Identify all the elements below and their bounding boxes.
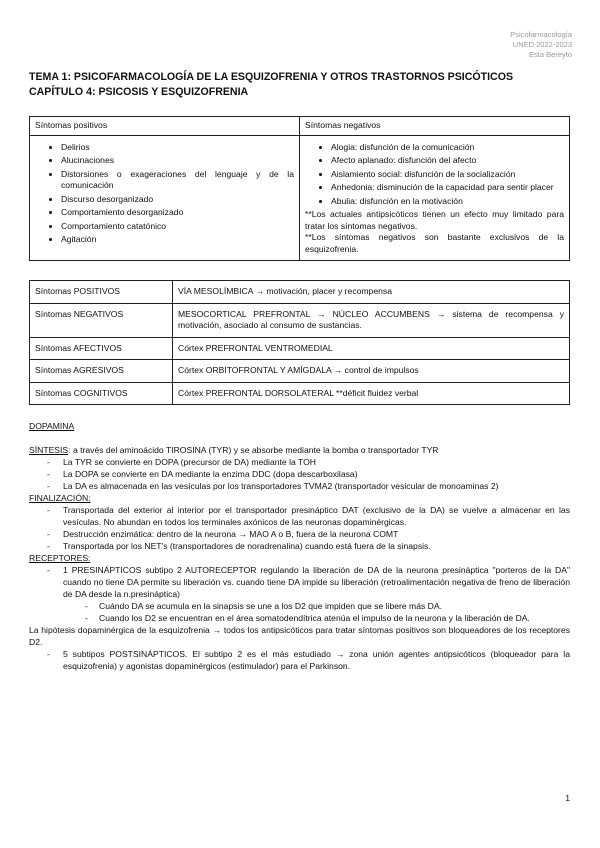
receptores-list (29, 564, 570, 600)
sintesis-text: : a través del aminoácido TIROSINA (TYR) y se absorbe mediante la bomba o transportador TYR (68, 445, 439, 455)
pathway-label: Síntomas AGRESIVOS (30, 360, 173, 383)
list-item: • Aislamiento social: disfunción de la socialización (331, 169, 564, 181)
hipotesis-paragraph: La hipótesis dopaminérgica de la esquizofrenia → todos los antipsicóticos para tratar síntomas positivos son bloqueadores de los receptores D2. (29, 625, 570, 647)
chapter-title: CAPÍTULO 4: PSICOSIS Y ESQUIZOFRENIA (29, 86, 249, 98)
list-item: - 1 PRESINÁPTICOS subtipo 2 AUTORECEPTOR regulando la liberación de DA de la neurona presináptica "porteros de la DA" cuando no tiene DA permite su liberación vs. cuando tiene DA impide su liberación (retroalimentación negativa de freno de liberación de DA desde la n.presináptica) (29, 564, 570, 600)
page-number: 1 (565, 793, 570, 803)
list-item: • Distorsiones o exageraciones del lenguaje y de la comunicación (61, 169, 294, 192)
sintesis-label: SÍNTESIS (29, 445, 69, 455)
list-item: • Alogia: disfunción de la comunicación (331, 142, 564, 154)
list-item: • Agitación (61, 234, 294, 246)
table-row (30, 337, 570, 360)
pathway-value: Córtex PREFRONTAL VENTROMEDIAL (173, 337, 570, 360)
table-row (30, 281, 570, 304)
list-item: • Afecto aplanado: disfunción del afecto (331, 155, 564, 167)
list-item: - Transportada por los NET's (transportadores de noradrenalina) cuando está fuera de la sinapsis. (29, 540, 570, 552)
negative-symptoms-cell (300, 135, 570, 261)
pathways-table (29, 280, 570, 405)
list-item: • Anhedonia: disminución de la capacidad para sentir placer (331, 182, 564, 194)
table-row (30, 382, 570, 405)
list-item: • Comportamiento catatónico (61, 221, 294, 233)
sintesis-list (29, 456, 570, 492)
list-item: - La DA es almacenada en las vesículas por los transportadores TVMA2 (transportador vesicular de monoaminas 2) (29, 480, 570, 492)
topic-title: TEMA 1: PSICOFARMACOLOGÍA DE LA ESQUIZOFRENIA Y OTROS TRASTORNOS PSICÓTICOS (29, 71, 514, 83)
list-item: • Abulia: disfunción en la motivación (331, 196, 564, 208)
pathway-label: Síntomas COGNITIVOS (30, 382, 173, 405)
pathway-value: VÍA MESOLÍMBICA → motivación, placer y recompensa (173, 281, 570, 304)
negative-symptoms-list (305, 142, 564, 208)
list-item: - Transportada del exterior al interior por el transportador presináptico DAT (exclusivo de la DA) se vuelve a almacenar en las vesículas. No abundan en todos los terminales axónicos de las neuronas dopaminérgicas. (29, 504, 570, 528)
list-item: • Delirios (61, 142, 294, 154)
note: **Los actuales antipsicóticos tienen un efecto muy limitado para tratar los síntomas negativos. (305, 209, 564, 231)
finalizacion-list (29, 504, 570, 552)
list-item: - La DOPA se convierte en DA mediante la enzima DDC (dopa descarboxilasa) (29, 468, 570, 480)
pathway-value: Córtex PREFRONTAL DORSOLATERAL **déficit fluidez verbal (173, 382, 570, 405)
table-header-row (30, 117, 570, 136)
page-title (29, 70, 513, 100)
list-item: - 5 subtipos POSTSINÁPTICOS. El subtipo 2 es el más estudiado → zona unión agentes antipsicóticos (bloqueador para la esquizofrenia) y agonistas dopaminérgicos (estimulador) para el Parkinson. (29, 648, 570, 672)
document-header-info (510, 30, 572, 60)
pathway-value: MESOCORTICAL PREFRONTAL → NÚCLEO ACCUMBENS → sistema de recompensa y motivación, asociado al consumo de sustancias. (173, 303, 570, 337)
positive-header: Síntomas positivos (30, 117, 300, 136)
author-name: Esta Bereyto (529, 50, 572, 59)
table-row (30, 135, 570, 261)
pathway-label: Síntomas AFECTIVOS (30, 337, 173, 360)
pathway-value: Córtex ORBITOFRONTAL Y AMÍGDALA → control de impulsos (173, 360, 570, 383)
list-item: • Alucinaciones (61, 155, 294, 167)
receptores-sublist (29, 600, 570, 624)
list-item: • Comportamiento desorganizado (61, 207, 294, 219)
positive-symptoms-list (35, 142, 294, 246)
course-name: Psicofarmacología (510, 30, 572, 39)
list-item: - Destrucción enzimática: dentro de la neurona → MAO A o B, fuera de la neurona COMT (29, 528, 570, 540)
table-row (30, 303, 570, 337)
course-year: UNED 2022-2023 (512, 40, 572, 49)
negative-header: Síntomas negativos (300, 117, 570, 136)
note: **Los síntomas negativos son bastante exclusivos de la esquizofrenia. (305, 232, 564, 254)
positive-symptoms-cell (30, 135, 300, 261)
list-item: - Cuándo DA se acumula en la sinapsis se une a los D2 que impiden que se libere más DA. (29, 600, 570, 612)
pathway-label: Síntomas NEGATIVOS (30, 303, 173, 337)
receptores-label: RECEPTORES: (29, 553, 91, 563)
sintesis-paragraph (29, 444, 570, 456)
list-item: • Discurso desorganizado (61, 194, 294, 206)
pathway-label: Síntomas POSITIVOS (30, 281, 173, 304)
table-row (30, 360, 570, 383)
symptoms-table (29, 116, 570, 261)
postsinapticos-list (29, 648, 570, 672)
section-heading: DOPAMINA (29, 421, 75, 431)
dopamina-section (29, 420, 570, 672)
finalizacion-label: FINALIZACIÓN: (29, 493, 91, 503)
list-item: - Cuando los D2 se encuentran en el área somatodendítrica atenúa el impulso de la neurona y la liberación de DA. (29, 612, 570, 624)
list-item: - La TYR se convierte en DOPA (precursor de DA) mediante la TOH (29, 456, 570, 468)
